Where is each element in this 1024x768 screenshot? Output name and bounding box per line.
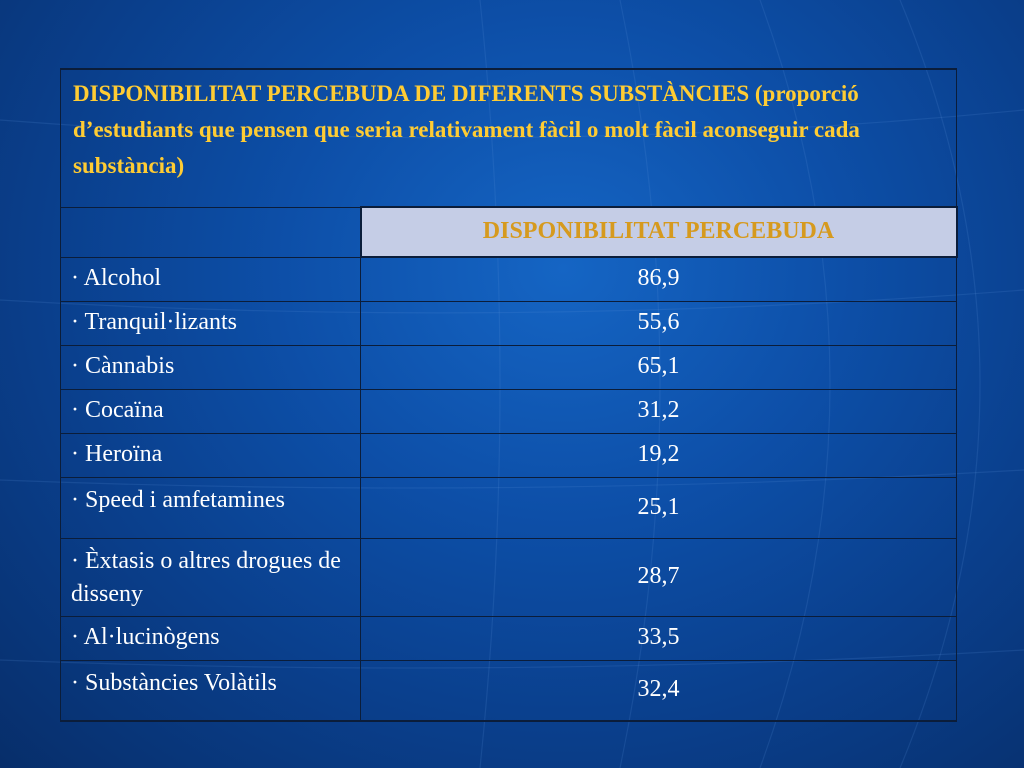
row-value: 33,5 (361, 616, 957, 660)
row-value: 31,2 (361, 389, 957, 433)
table-row (61, 345, 957, 389)
table-row (61, 433, 957, 477)
row-label: · Alcohol (61, 257, 361, 301)
table-row (61, 389, 957, 433)
row-value: 19,2 (361, 433, 957, 477)
table-row (61, 477, 957, 538)
row-value: 25,1 (361, 477, 957, 538)
table-title-row (61, 69, 957, 207)
row-label: · Al·lucinògens (61, 616, 361, 660)
table-title: DISPONIBILITAT PERCEBUDA DE DIFERENTS SUBSTÀNCIES (proporció d’estudiants que pensen que seria relativament fàcil o molt fàcil aconseguir cada substància) (61, 69, 957, 207)
row-label: · Èxtasis o altres drogues de disseny (61, 538, 361, 616)
row-value: 65,1 (361, 345, 957, 389)
column-header: DISPONIBILITAT PERCEBUDA (361, 207, 957, 257)
row-label: · Heroïna (61, 433, 361, 477)
table-row (61, 660, 957, 721)
row-label: · Substàncies Volàtils (61, 660, 361, 721)
table-row (61, 616, 957, 660)
row-label: · Tranquil·lizants (61, 301, 361, 345)
row-value: 32,4 (361, 660, 957, 721)
row-value: 86,9 (361, 257, 957, 301)
row-value: 55,6 (361, 301, 957, 345)
table-row (61, 538, 957, 616)
substance-availability-table (60, 68, 958, 722)
row-label: · Cocaïna (61, 389, 361, 433)
row-label: · Speed i amfetamines (61, 477, 361, 538)
table-header-row (61, 207, 957, 257)
table-row (61, 301, 957, 345)
table-row (61, 257, 957, 301)
row-value: 28,7 (361, 538, 957, 616)
row-label: · Cànnabis (61, 345, 361, 389)
header-empty-cell (61, 207, 361, 257)
